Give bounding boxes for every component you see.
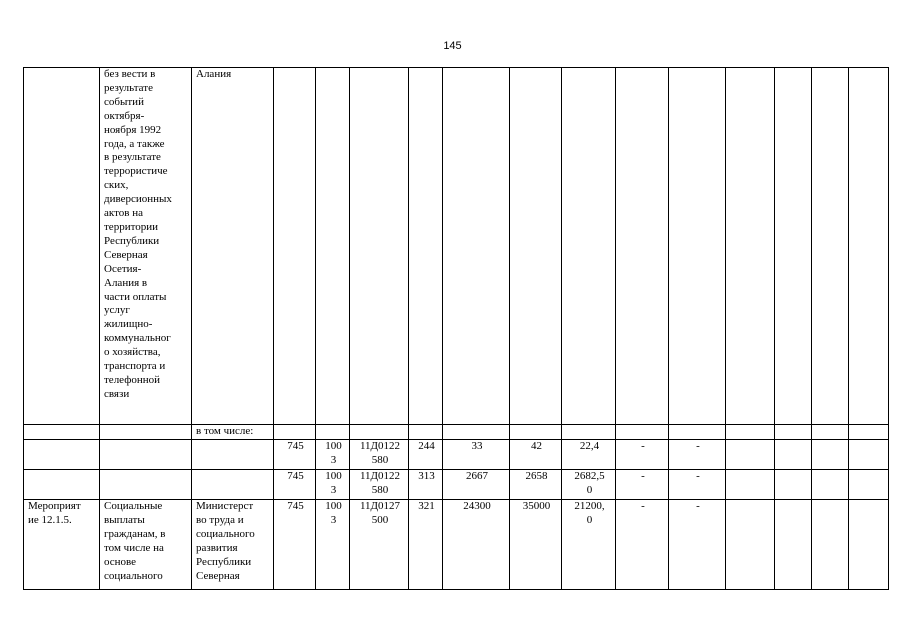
cell-value [616, 68, 669, 425]
cell-executor: Министерст во труда и социального развития Республики Северная [192, 500, 274, 590]
cell-value [775, 68, 812, 425]
page-number: 145 [443, 40, 462, 52]
cell-vr [409, 68, 443, 425]
cell-value: 22,4 [562, 440, 616, 470]
cell-vr: 313 [409, 470, 443, 500]
cell-value: 24300 [443, 500, 510, 590]
cell-value: 21200, 0 [562, 500, 616, 590]
cell-value: - [669, 440, 726, 470]
cell-value: - [616, 500, 669, 590]
cell-value: 33 [443, 440, 510, 470]
cell-value [849, 68, 889, 425]
table-row [24, 500, 889, 590]
cell-value [562, 68, 616, 425]
cell-name [24, 470, 100, 500]
cell-csr: 11Д0122 580 [350, 470, 409, 500]
cell-description [100, 440, 192, 470]
cell-value [812, 68, 849, 425]
cell-rzpr: 100 3 [316, 470, 350, 500]
cell-value: 2682,5 0 [562, 470, 616, 500]
cell-value: 42 [510, 440, 562, 470]
cell-csr: 11Д0127 500 [350, 500, 409, 590]
table-row [24, 470, 889, 500]
subheader-label: в том числе: [192, 425, 274, 440]
table-row [24, 68, 889, 425]
cell-csr [350, 68, 409, 425]
cell-value: 2658 [510, 470, 562, 500]
cell-description: без вести в результате событий октября- ноября 1992 года, а также в результате террористиче ских, диверсионных актов на территории Республики Северная Осетия- Алания в части оплаты услуг жилищно- коммунальног о хозяйства, транспорта и телефонной связи [100, 68, 192, 425]
cell-value: - [616, 470, 669, 500]
cell-name: Мероприят ие 12.1.5. [24, 500, 100, 590]
table-row [24, 440, 889, 470]
cell-value: - [669, 500, 726, 590]
table-row [24, 425, 889, 440]
cell-value: - [616, 440, 669, 470]
cell-name [24, 68, 100, 425]
cell-value: 35000 [510, 500, 562, 590]
cell-csr: 11Д0122 580 [350, 440, 409, 470]
cell-value [510, 68, 562, 425]
cell-vr: 321 [409, 500, 443, 590]
cell-grbs: 745 [274, 500, 316, 590]
cell-executor [192, 440, 274, 470]
budget-table [23, 67, 889, 590]
cell-rzpr [316, 68, 350, 425]
cell-vr: 244 [409, 440, 443, 470]
cell-grbs: 745 [274, 470, 316, 500]
cell-grbs [274, 68, 316, 425]
cell-executor [192, 470, 274, 500]
cell-executor: Алания [192, 68, 274, 425]
cell-value: - [669, 470, 726, 500]
cell-name [24, 440, 100, 470]
cell-value [726, 68, 775, 425]
cell-grbs: 745 [274, 440, 316, 470]
cell-description [100, 470, 192, 500]
cell-rzpr: 100 3 [316, 440, 350, 470]
cell-description: Социальные выплаты гражданам, в том числе на основе социального [100, 500, 192, 590]
cell-value: 2667 [443, 470, 510, 500]
cell-value [669, 68, 726, 425]
cell-rzpr: 100 3 [316, 500, 350, 590]
cell-value [443, 68, 510, 425]
